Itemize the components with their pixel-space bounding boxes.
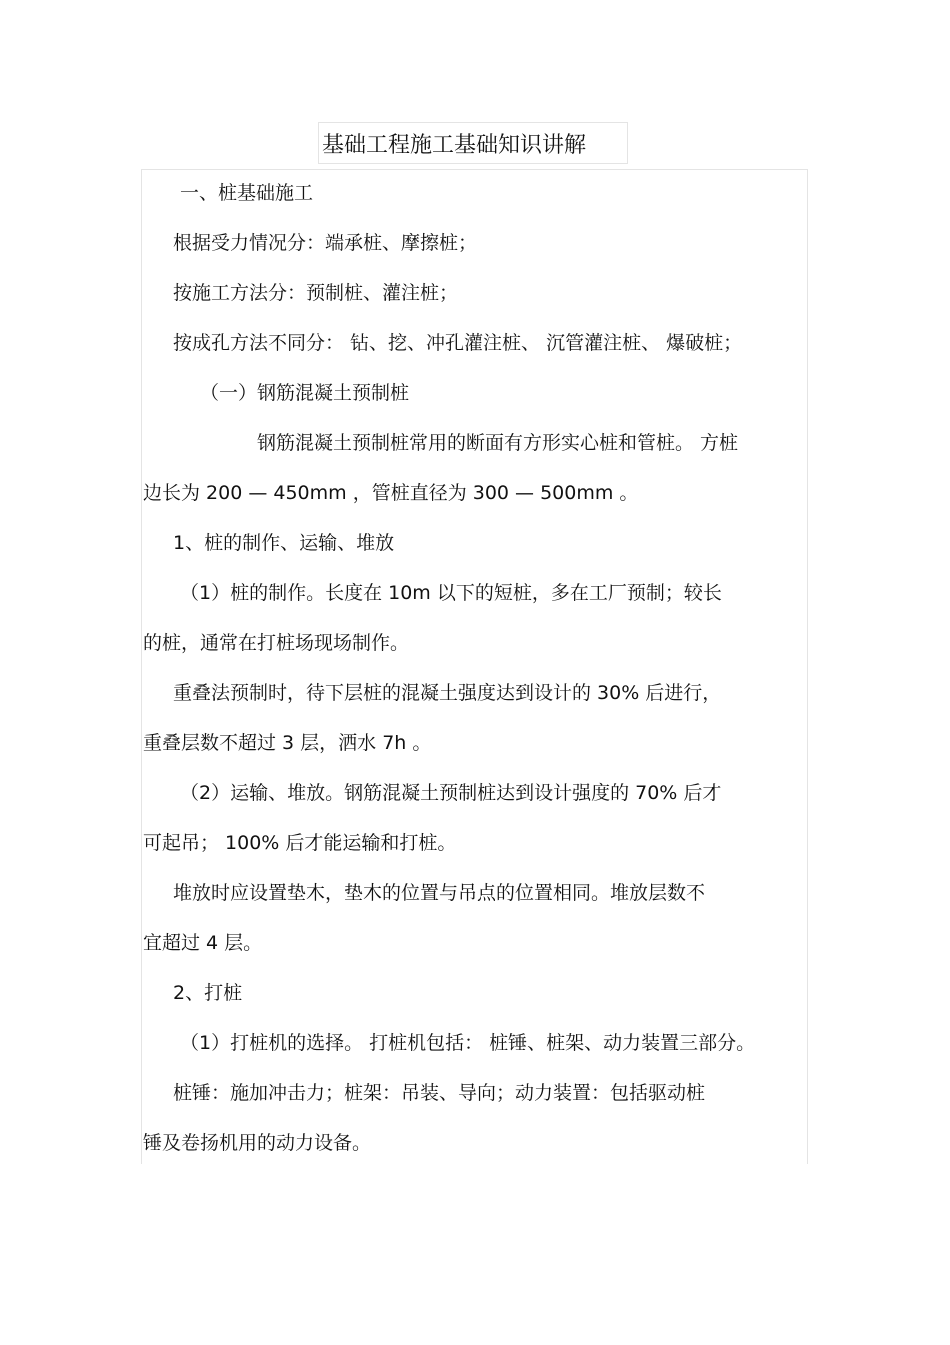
paragraph-line: 按施工方法分：预制桩、灌注桩； xyxy=(173,282,459,304)
section-heading-pile-foundation: 一、桩基础施工 xyxy=(180,182,314,204)
paragraph-line: 根据受力情况分：端承桩、摩擦桩； xyxy=(173,232,478,254)
paragraph-line: 重叠法预制时，待下层桩的混凝土强度达到设计的 30% 后进行， xyxy=(173,682,722,704)
paragraph-line: （2）运输、堆放。钢筋混凝土预制桩达到设计强度的 70% 后才 xyxy=(180,782,722,804)
paragraph-line: 按成孔方法不同分： 钻、挖、冲孔灌注桩、 沉管灌注桩、 爆破桩； xyxy=(173,332,743,354)
paragraph-line: 的桩，通常在打桩场现场制作。 xyxy=(143,632,410,654)
paragraph-line: 桩锤：施加冲击力；桩架：吊装、导向；动力装置：包括驱动桩 xyxy=(173,1082,706,1104)
paragraph-line: 宜超过 4 层。 xyxy=(143,932,263,954)
paragraph-line: 钢筋混凝土预制桩常用的断面有方形实心桩和管桩。 方桩 xyxy=(257,432,739,454)
content-frame xyxy=(141,169,808,1164)
document-title: 基础工程施工基础知识讲解 xyxy=(322,133,587,158)
paragraph-line: 锤及卷扬机用的动力设备。 xyxy=(143,1132,372,1154)
paragraph-line: 可起吊； 100% 后才能运输和打桩。 xyxy=(143,832,457,854)
subsection-heading-precast-pile: （一）钢筋混凝土预制桩 xyxy=(200,382,410,404)
paragraph-line: （1）打桩机的选择。 打桩机包括： 桩锤、桩架、动力装置三部分。 xyxy=(180,1032,756,1054)
paragraph-line: 堆放时应设置垫木，垫木的位置与吊点的位置相同。堆放层数不 xyxy=(173,882,706,904)
paragraph-line: 重叠层数不超过 3 层，洒水 7h 。 xyxy=(143,732,432,754)
paragraph-line: （1）桩的制作。长度在 10m 以下的短桩，多在工厂预制；较长 xyxy=(180,582,722,604)
paragraph-line: 边长为 200 — 450mm ，管桩直径为 300 — 500mm 。 xyxy=(143,482,639,504)
numbered-heading: 2、打桩 xyxy=(173,982,243,1004)
numbered-heading: 1、桩的制作、运输、堆放 xyxy=(173,532,395,554)
